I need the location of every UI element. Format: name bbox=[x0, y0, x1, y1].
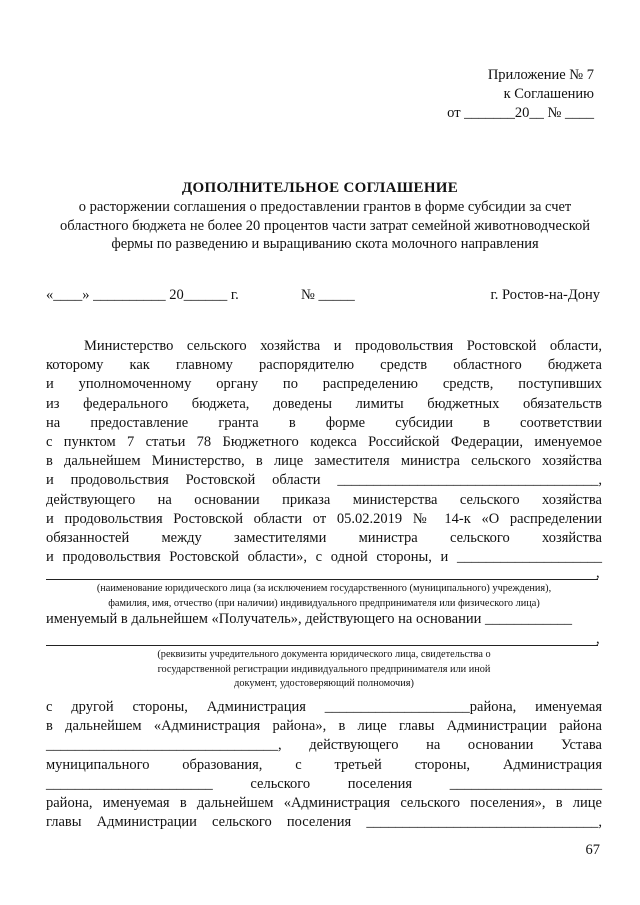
line-comma: , bbox=[596, 565, 600, 581]
text-line: района, именуемая в дальнейшем «Администрация сельского поселения», в лице bbox=[46, 795, 602, 812]
subtitle-line: фермы по разведению и выращиванию скота молочного направления bbox=[111, 236, 539, 252]
text-line: муниципального образования, с третьей стороны, Администрация bbox=[46, 756, 602, 773]
fill-line bbox=[46, 645, 598, 646]
text-line: действующего на основании приказа министерства сельского хозяйства bbox=[46, 491, 602, 508]
document-subtitle bbox=[40, 198, 610, 254]
agreement-city: г. Ростов-на-Дону bbox=[490, 287, 600, 303]
agreement-date: «____» __________ 20______ г. bbox=[46, 287, 239, 303]
text-line: с пунктом 7 статьи 78 Бюджетного кодекса Российской Федерации, именуемое bbox=[46, 434, 602, 451]
text-line: ________________________________, действующего на основании Устава bbox=[46, 737, 602, 754]
text-line: в дальнейшем Министерство, в лице заместителя министра сельского хозяйства bbox=[46, 453, 602, 470]
text-line: Министерство сельского хозяйства и продовольствия Ростовской области, bbox=[84, 338, 602, 354]
recipient-documents-hint bbox=[46, 648, 602, 692]
text-line: и продовольствия Ростовской области», с одной стороны, и ____________________ bbox=[46, 549, 602, 566]
line-comma: , bbox=[596, 631, 600, 647]
annex-header bbox=[447, 66, 594, 123]
text-line: с другой стороны, Администрация ____________________района, именуемая bbox=[46, 699, 602, 715]
hint-line: (реквизиты учредительного документа юридического лица, свидетельства о bbox=[157, 649, 491, 660]
recipient-name-hint bbox=[46, 582, 602, 611]
agreement-number: № _____ bbox=[301, 287, 355, 303]
page-number: 67 bbox=[585, 842, 600, 858]
text-line: и продовольствия Ростовской области от 05.02.2019 № 14-к «О распределении bbox=[46, 510, 602, 527]
text-line: которому как главному распорядителю средств областного бюджета bbox=[46, 357, 602, 374]
annex-line-1: Приложение № 7 bbox=[487, 67, 594, 83]
paragraph-administration bbox=[46, 698, 602, 832]
hint-line: (наименование юридического лица (за исключением государственного (муниципального) учреждения), bbox=[96, 583, 552, 594]
annex-line-3: от _______20__ № ____ bbox=[447, 105, 594, 121]
hint-line: фамилия, имя, отчество (при наличии) индивидуального предпринимателя или физического лица) bbox=[108, 597, 540, 609]
text-line: и уполномоченному органу по распределению средств, поступивших bbox=[46, 376, 602, 393]
hint-line: государственной регистрации индивидуального предпринимателя или иной bbox=[157, 663, 491, 675]
recipient-line: именуемый в дальнейшем «Получатель», действующего на основании ____________ bbox=[46, 611, 573, 627]
text-line: _______________________ сельского поселения _____________________ bbox=[46, 775, 602, 792]
text-line: обязанностей между заместителями министра сельского хозяйства bbox=[46, 530, 602, 547]
document-title: ДОПОЛНИТЕЛЬНОЕ СОГЛАШЕНИЕ bbox=[181, 180, 459, 196]
annex-line-2: к Соглашению bbox=[503, 86, 594, 102]
hint-line: документ, удостоверяющий полномочия) bbox=[234, 678, 414, 689]
fill-line bbox=[46, 579, 598, 580]
paragraph-ministry bbox=[46, 337, 602, 567]
text-line: на предоставление гранта в форме субсидии в соответствии bbox=[46, 414, 602, 431]
subtitle-line: областного бюджета не более 20 процентов части затрат семейной животноводческой bbox=[59, 217, 591, 234]
text-line: и продовольствия Ростовской области ____________________________________, bbox=[46, 472, 602, 489]
text-line: в дальнейшем «Администрация района», в лице главы Администрации района bbox=[46, 718, 602, 735]
text-line: главы Администрации сельского поселения ________________________________, bbox=[46, 814, 602, 831]
text-line: из федерального бюджета, доведены лимиты бюджетных обязательств bbox=[46, 395, 602, 412]
subtitle-line: о расторжении соглашения о предоставлении грантов в форме субсидии за счет bbox=[78, 199, 572, 215]
